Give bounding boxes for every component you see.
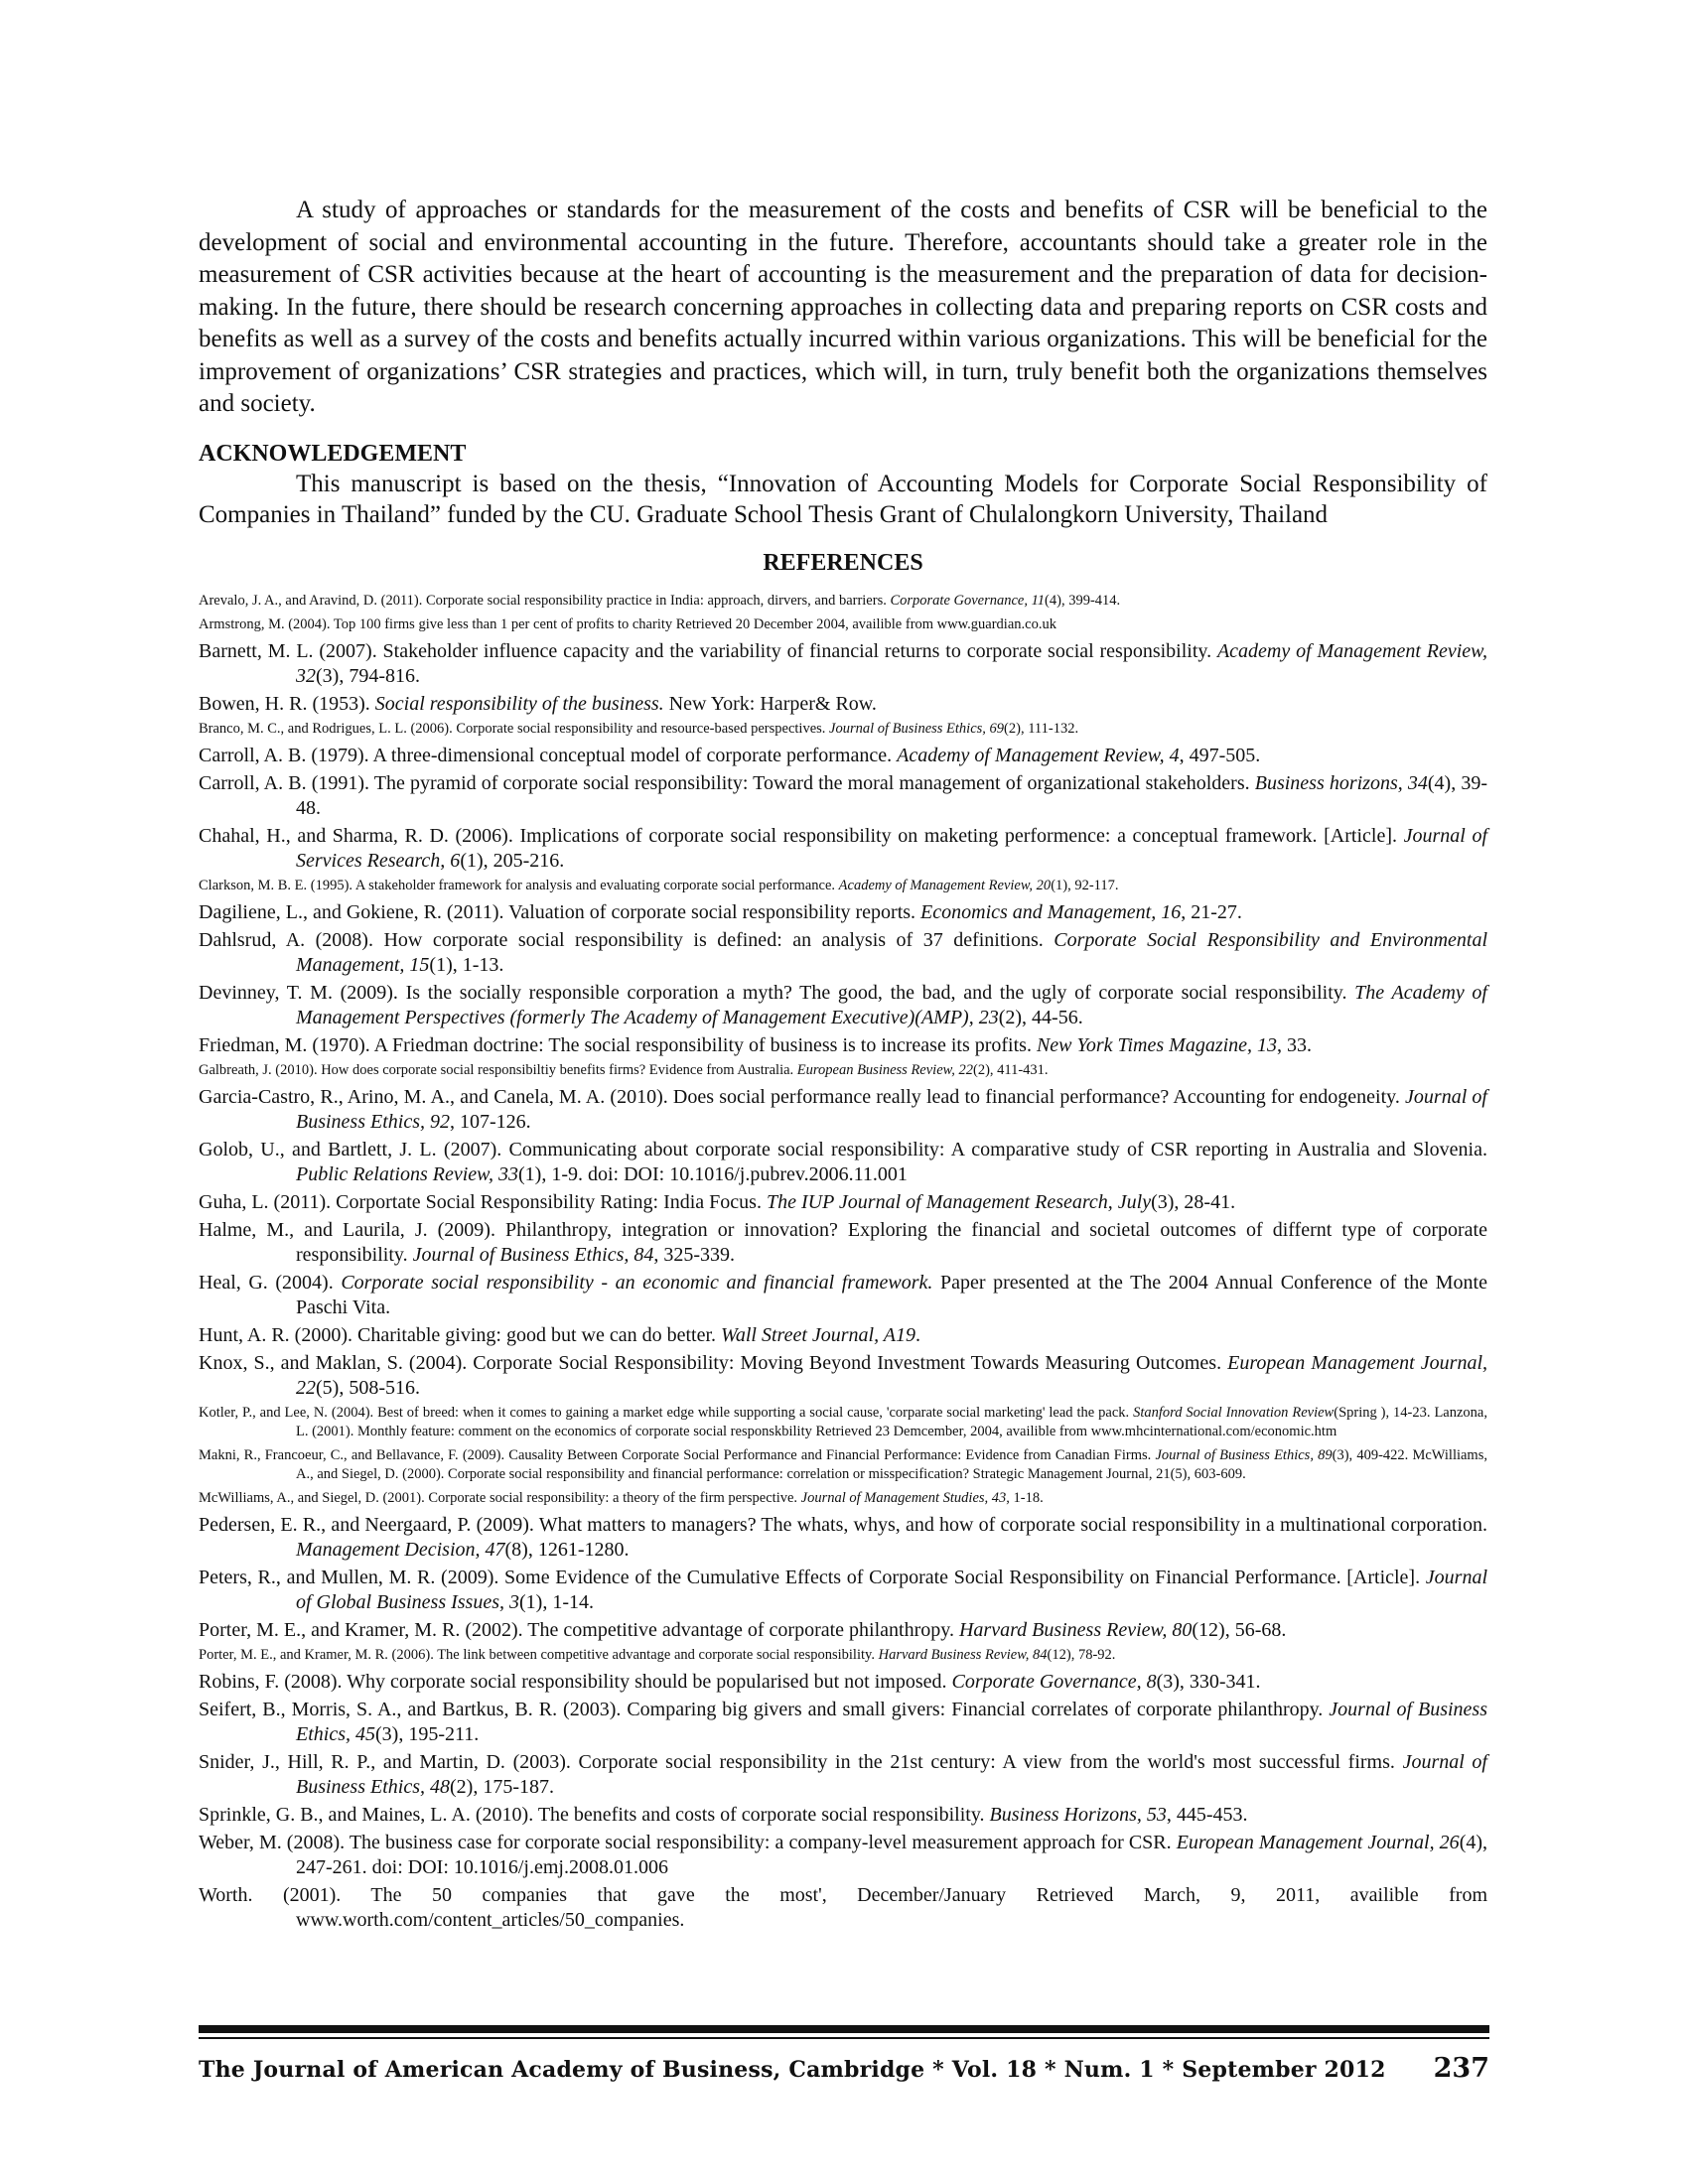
reference-entry: [199, 1404, 1487, 1441]
reference-text: Golob, U., and Bartlett, J. L. (2007). Communicating about corporate social responsibility: A comparative study of CSR reporting in Australia and Slovenia.: [199, 1138, 1487, 1160]
reference-entry: [199, 1831, 1487, 1880]
reference-details: (1), 1-13.: [429, 953, 504, 976]
reference-entry: [199, 1271, 1487, 1320]
reference-entry: [199, 1670, 1487, 1695]
reference-source-title: Corporate Governance, 8: [951, 1670, 1157, 1693]
reference-text: Devinney, T. M. (2009). Is the socially responsible corporation a myth? The good, the bad, and the ugly of corporate social responsibility.: [199, 981, 1355, 1004]
reference-text: Snider, J., Hill, R. P., and Martin, D. (2003). Corporate social responsibility in the 21st century: A view from the world's most successful firms.: [199, 1750, 1403, 1773]
reference-entry: [199, 1750, 1487, 1800]
reference-source-title: Public Relations Review, 33: [296, 1162, 519, 1185]
reference-text: Friedman, M. (1970). A Friedman doctrine: The social responsibility of business is to increase its profits.: [199, 1033, 1037, 1056]
reference-source-title: European Management Journal, 26: [1176, 1831, 1460, 1853]
reference-entry: [199, 771, 1487, 821]
reference-source-title: Harvard Business Review, 84: [878, 1646, 1048, 1663]
reference-entry: [199, 1033, 1487, 1058]
reference-entry: [199, 1646, 1487, 1665]
reference-entry: [199, 692, 1487, 717]
reference-text: Branco, M. C., and Rodrigues, L. L. (2006). Corporate social responsibility and resource-based perspectives.: [199, 720, 830, 737]
reference-source-title: Journal of Business Ethics, 89: [1155, 1446, 1333, 1463]
reference-details: (Spring ), 14-23. Lanzona, L. (2001). Monthly feature: comment on the economics of corporate social responskbility Retrieved 23 Demcember, 2004, availible from www.mhcinternational.com/economic.htm: [296, 1404, 1487, 1439]
reference-text: Heal, G. (2004).: [199, 1271, 342, 1294]
reference-details: , 21-27.: [1181, 900, 1242, 923]
reference-details: (2), 111-132.: [1004, 720, 1079, 737]
reference-text: Robins, F. (2008). Why corporate social responsibility should be popularised but not imposed.: [199, 1670, 952, 1693]
reference-details: (12), 56-68.: [1192, 1618, 1287, 1641]
reference-entry: [199, 1513, 1487, 1563]
reference-details: (1), 92-117.: [1051, 877, 1119, 893]
reference-text: Makni, R., Francoeur, C., and Bellavance, F. (2009). Causality Between Corporate Social Performance and Financial Performance: Evidence from Canadian Firms.: [199, 1446, 1156, 1463]
reference-source-title: Journal of Management Studies, 43: [800, 1489, 1007, 1506]
reference-text: Pedersen, E. R., and Neergaard, P. (2009). What matters to managers? The whats, whys, and how of corporate social responsibility in a multinational corporation.: [199, 1513, 1487, 1536]
reference-source-title: Wall Street Journal, A19: [721, 1323, 915, 1346]
reference-entry: [199, 1446, 1487, 1484]
reference-source-title: The Academy of Management Perspectives (formerly The Academy of Management Executive)(AMP), 23: [296, 981, 1487, 1028]
reference-source-title: Harvard Business Review, 80: [958, 1618, 1193, 1641]
reference-text: Halme, M., and Laurila, J. (2009). Philanthropy, integration or innovation? Exploring the financial and societal outcomes of differnt type of corporate responsibility.: [199, 1218, 1487, 1266]
reference-source-title: New York Times Magazine, 13: [1036, 1033, 1278, 1056]
reference-details: (8), 1261-1280.: [504, 1538, 630, 1561]
reference-source-title: Business Horizons, 53: [989, 1803, 1167, 1826]
reference-text: Dagiliene, L., and Gokiene, R. (2011). Valuation of corporate social responsibility reports.: [199, 900, 921, 923]
reference-entry: [199, 1085, 1487, 1135]
reference-list: [199, 592, 1487, 1933]
reference-details: (3), 409-422. McWilliams, A., and Siegel, D. (2000). Corporate social responsibility and financial performance: correlation or misspecification? Strategic Management Journal, 21(5), 603-609.: [296, 1446, 1487, 1482]
reference-source-title: Journal of Business Ethics, 45: [296, 1698, 1487, 1745]
reference-text: Armstrong, M. (2004). Top 100 firms give less than 1 per cent of profits to charity Retrieved 20 December 2004, availible from www.guardian.co.uk: [199, 615, 1056, 632]
reference-details: .: [914, 1323, 920, 1346]
reference-text: Bowen, H. R. (1953).: [199, 692, 375, 715]
reference-text: Kotler, P., and Lee, N. (2004). Best of breed: when it comes to gaining a market edge while supporting a social cause, 'corparate social marketing' lead the pack.: [199, 1404, 1134, 1421]
reference-text: Peters, R., and Mullen, M. R. (2009). Some Evidence of the Cumulative Effects of Corporate Social Responsibility on Financial Performance. [Article].: [199, 1566, 1426, 1588]
reference-details: (2), 411-431.: [972, 1061, 1049, 1078]
reference-entry: [199, 1351, 1487, 1401]
reference-text: Carroll, A. B. (1979). A three-dimensional conceptual model of corporate performance.: [199, 744, 898, 766]
reference-entry: [199, 1218, 1487, 1268]
reference-entry: [199, 1803, 1487, 1828]
reference-entry: [199, 1190, 1487, 1215]
reference-source-title: Journal of Business Ethics, 48: [296, 1750, 1487, 1798]
reference-source-title: Journal of Business Ethics, 84: [412, 1243, 654, 1266]
reference-details: (4), 247-261. doi: DOI: 10.1016/j.emj.2008.01.006: [296, 1831, 1488, 1878]
acknowledgement-text: This manuscript is based on the thesis, “Innovation of Accounting Models for Corporate Social Responsibility of Companies in Thailand” funded by the CU. Graduate School Thesis Grant of Chulalongkorn University, Thailand: [199, 470, 1487, 528]
references-heading: REFERENCES: [763, 549, 923, 576]
reference-entry: [199, 1698, 1487, 1747]
reference-text: Clarkson, M. B. E. (1995). A stakeholder framework for analysis and evaluating corporate social performance.: [199, 877, 839, 893]
footer-rule-thin: [199, 2037, 1489, 2039]
reference-source-title: Academy of Management Review, 20: [838, 877, 1052, 893]
reference-details: (3), 794-816.: [316, 664, 420, 687]
reference-details: , 107-126.: [450, 1110, 531, 1133]
reference-entry: [199, 615, 1487, 634]
reference-text: Dahlsrud, A. (2008). How corporate social responsibility is defined: an analysis of 37 definitions.: [199, 928, 1055, 951]
reference-text: Worth. (2001). The 50 companies that gave the most', December/January Retrieved March, 9, 2011, availible from www.worth.com/content_articles/50_companies.: [199, 1883, 1487, 1931]
reference-details: (4), 39-48.: [296, 771, 1487, 819]
footer-rule-thick: [199, 2025, 1489, 2033]
reference-entry: [199, 1566, 1487, 1615]
reference-entry: [199, 928, 1487, 978]
reference-text: Carroll, A. B. (1991). The pyramid of corporate social responsibility: Toward the moral management of organizational stakeholders.: [199, 771, 1255, 794]
reference-text: Weber, M. (2008). The business case for corporate social responsibility: a company-level measurement approach for CSR.: [199, 1831, 1177, 1853]
reference-text: Garcia-Castro, R., Arino, M. A., and Canela, M. A. (2010). Does social performance really lead to financial performance? Accounting for endogeneity.: [199, 1085, 1406, 1108]
reference-text: Barnett, M. L. (2007). Stakeholder influence capacity and the variability of financial returns to corporate social responsibility.: [199, 639, 1217, 662]
reference-source-title: Corporate Governance, 11: [890, 592, 1046, 609]
reference-source-title: Journal of Business Ethics, 69: [829, 720, 1005, 737]
reference-source-title: Journal of Services Research, 6: [296, 824, 1487, 872]
reference-text: Porter, M. E., and Kramer, M. R. (2006). The link between competitive advantage and corporate social responsibility.: [199, 1646, 879, 1663]
reference-entry: [199, 900, 1487, 925]
reference-source-title: Academy of Management Review, 4: [897, 744, 1180, 766]
reference-entry: [199, 1061, 1487, 1080]
reference-entry: [199, 1618, 1487, 1643]
reference-entry: [199, 720, 1487, 739]
reference-details: (3), 195-211.: [375, 1722, 480, 1745]
reference-details: (3), 330-341.: [1156, 1670, 1261, 1693]
reference-source-title: Economics and Management, 16: [920, 900, 1182, 923]
reference-source-title: Journal of Business Ethics, 92: [296, 1085, 1487, 1133]
reference-details: (2), 175-187.: [450, 1775, 554, 1798]
reference-entry: [199, 1883, 1487, 1933]
reference-source-title: Corporate Social Responsibility and Environmental Management, 15: [296, 928, 1488, 976]
reference-details: (5), 508-516.: [316, 1376, 420, 1399]
reference-text: Chahal, H., and Sharma, R. D. (2006). Implications of corporate social responsibility on maketing performence: a conceptual framework. [Article].: [199, 824, 1404, 847]
reference-source-title: European Management Journal, 22: [296, 1351, 1488, 1399]
reference-text: Porter, M. E., and Kramer, M. R. (2002). The competitive advantage of corporate philanthropy.: [199, 1618, 959, 1641]
reference-details: (1), 205-216.: [460, 849, 565, 872]
page-content: [199, 195, 1487, 1936]
reference-entry: [199, 981, 1487, 1030]
reference-source-title: Journal of Global Business Issues, 3: [296, 1566, 1487, 1613]
reference-text: Hunt, A. R. (2000). Charitable giving: good but we can do better.: [199, 1323, 722, 1346]
page-number: 237: [1433, 2053, 1489, 2084]
reference-entry: [199, 1489, 1487, 1508]
reference-text: Knox, S., and Maklan, S. (2004). Corporate Social Responsibility: Moving Beyond Investment Towards Measuring Outcomes.: [199, 1351, 1228, 1374]
reference-text: Sprinkle, G. B., and Maines, L. A. (2010). The benefits and costs of corporate social responsibility.: [199, 1803, 990, 1826]
reference-details: (12), 78-92.: [1047, 1646, 1116, 1663]
reference-details: , 325-339.: [653, 1243, 736, 1266]
reference-entry: [199, 744, 1487, 768]
reference-entry: [199, 1138, 1487, 1187]
reference-details: , 445-453.: [1166, 1803, 1248, 1826]
body-paragraph: A study of approaches or standards for the measurement of the costs and benefits of CSR will be beneficial to the development of social and environmental accounting in the future. Therefore, accountants should take a greater role in the measurement of CSR activities because at the heart of accounting is the measurement and the preparation of data for decision-making. In the future, there should be research concerning approaches in collecting data and preparing reports on CSR costs and benefits as well as a survey of the costs and benefits actually incurred within various organizations. This will be beneficial for the improvement of organizations’ CSR strategies and practices, which will, in turn, truly benefit both the organizations themselves and society.: [199, 197, 1487, 417]
reference-entry: [199, 592, 1487, 611]
reference-details: , 1-18.: [1006, 1489, 1044, 1506]
reference-text: McWilliams, A., and Siegel, D. (2001). Corporate social responsibility: a theory of the firm perspective.: [199, 1489, 801, 1506]
reference-source-title: The IUP Journal of Management Research, July: [766, 1190, 1152, 1213]
reference-entry: [199, 639, 1487, 689]
reference-details: , 497-505.: [1179, 744, 1261, 766]
reference-details: (4), 399-414.: [1045, 592, 1121, 609]
footer-journal-info: The Journal of American Academy of Business, Cambridge * Vol. 18 * Num. 1 * September 2012: [199, 2057, 1386, 2083]
reference-details: (2), 44-56.: [998, 1006, 1083, 1028]
reference-details: , 33.: [1277, 1033, 1313, 1056]
reference-entry: [199, 1323, 1487, 1348]
reference-source-title: Business horizons, 34: [1254, 771, 1428, 794]
reference-source-title: Academy of Management Review, 32: [296, 639, 1487, 687]
reference-entry: [199, 824, 1487, 874]
reference-text: Guha, L. (2011). Corportate Social Responsibility Rating: India Focus.: [199, 1190, 767, 1213]
reference-details: Paper presented at the The 2004 Annual Conference of the Monte Paschi Vita.: [296, 1271, 1487, 1318]
reference-source-title: Management Decision, 47: [296, 1538, 505, 1561]
reference-details: (1), 1-9. doi: DOI: 10.1016/j.pubrev.2006.11.001: [518, 1162, 908, 1185]
reference-source-title: Stanford Social Innovation Review: [1133, 1404, 1335, 1421]
reference-source-title: Corporate social responsibility - an economic and financial framework.: [341, 1271, 933, 1294]
acknowledgement-heading: ACKNOWLEDGEMENT: [199, 440, 467, 467]
reference-source-title: European Business Review, 22: [796, 1061, 973, 1078]
reference-entry: [199, 877, 1487, 895]
reference-text: Seifert, B., Morris, S. A., and Bartkus, B. R. (2003). Comparing big givers and small givers: Financial correlates of corporate philanthropy.: [199, 1698, 1330, 1720]
reference-source-title: Social responsibility of the business.: [374, 692, 664, 715]
reference-details: New York: Harper& Row.: [663, 692, 877, 715]
reference-text: Arevalo, J. A., and Aravind, D. (2011). Corporate social responsibility practice in India: approach, dirvers, and barriers.: [199, 592, 891, 609]
reference-details: (3), 28-41.: [1151, 1190, 1236, 1213]
reference-details: (1), 1-14.: [519, 1590, 594, 1613]
reference-text: Galbreath, J. (2010). How does corporate social responsibiltiy benefits firms? Evidence from Australia.: [199, 1061, 797, 1078]
